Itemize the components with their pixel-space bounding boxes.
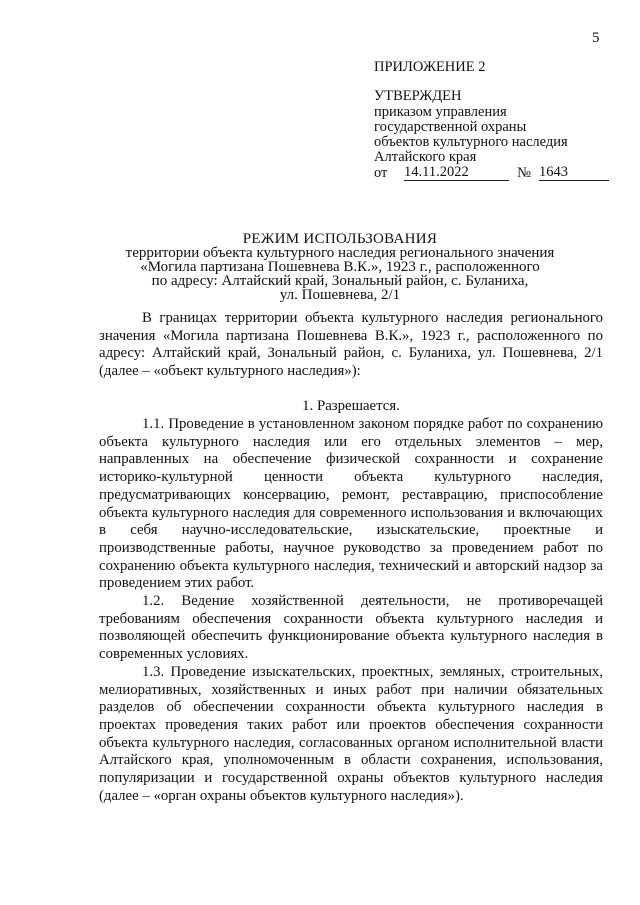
order-number-label: № [517,165,531,181]
approval-line: приказом управления [374,104,507,120]
approved-label: УТВЕРЖДЕН [374,88,462,104]
item-1-1: 1.1. Проведение в установленном законом порядке работ по сохранению объекта культурного наследия или его отдельных элементов – мер, направленных на обеспечение физической сохранности и сохранение историко-культурной ценности объекта культурного наследия, предусматривающих консервацию, ремонт, реставрацию, приспособление объекта культурного наследия для современного использования и включающих в себя научно-исследовательские, изыскательские, проектные и производственные работы, научное руководство за проведением работ по сохранению объекта культурного наследия, технический и авторский надзор за проведением этих работ. [99,416,603,592]
document-title [60,232,620,302]
intro-paragraph: В границах территории объекта культурного наследия регионального значения «Могила партизана Пошевнева В.К.», 1923 г., расположенного по адресу: Алтайский край, Зональный район, с. Буланиха, ул. Пошевнева, 2/1 (далее – «объект культурного наследия»): [99,310,603,380]
section-heading: 1. Разрешается. [302,398,400,414]
appendix-label: ПРИЛОЖЕНИЕ 2 [374,59,486,75]
approval-block [374,60,624,181]
intro-block [99,310,603,381]
item-1-2: 1.2. Ведение хозяйственной деятельности, не противоречащей требованиям обеспечения сохранности объекта культурного наследия и позволяющей обеспечить функционирование объекта культурного наследия в современных условиях. [99,593,603,663]
approval-line: Алтайского края [374,149,477,165]
approval-line: объектов культурного наследия [374,134,568,150]
order-line [374,165,624,181]
approval-line: государственной охраны [374,119,527,135]
item-1-3: 1.3. Проведение изыскательских, проектных, земляных, строительных, мелиоративных, хозяйственных и иных работ при наличии обязательных разделов об обеспечении сохранности объекта культурного наследия в проектах проведения таких работ или проектов обеспечения сохранности объекта культурного наследия, согласованных органом исполнительной власти Алтайского края, уполномоченным в области сохранения, использования, популяризации и государственной охраны объектов культурного наследия (далее – «орган охраны объектов культурного наследия»). [99,663,603,804]
title-line: ул. Пошевнева, 2/1 [279,287,401,303]
title-line: «Могила партизана Пошевнева В.К.», 1923 г., расположенного [140,259,540,275]
section-items [99,416,603,805]
order-prefix: от [374,165,388,181]
title-heading: РЕЖИМ ИСПОЛЬЗОВАНИЯ [242,231,438,247]
order-number: 1643 [539,165,609,181]
page-number: 5 [592,30,600,46]
title-line: территории объекта культурного наследия регионального значения [125,245,555,261]
order-date: 14.11.2022 [404,165,509,181]
title-line: по адресу: Алтайский край, Зональный район, с. Буланиха, [151,273,529,289]
